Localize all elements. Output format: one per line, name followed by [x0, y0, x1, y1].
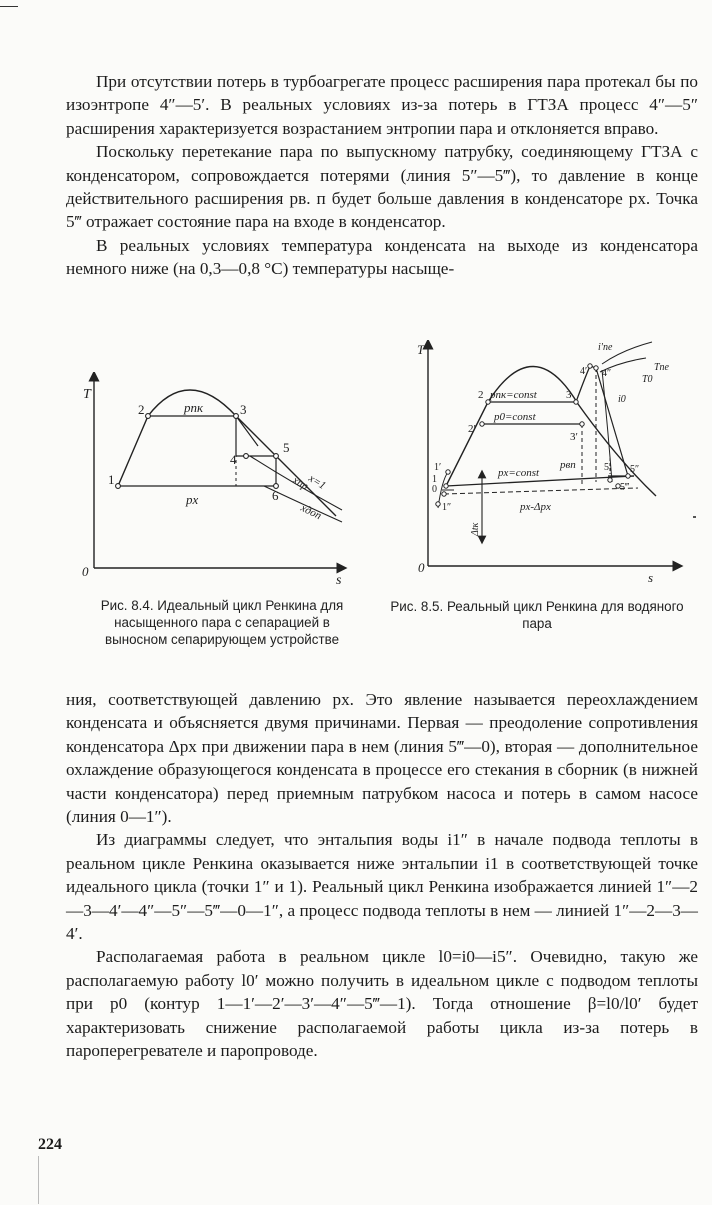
axis-label-s: s	[336, 573, 342, 588]
page-number: 224	[38, 1136, 62, 1153]
axis-label-t: T	[83, 387, 91, 402]
origin-label: 0	[418, 560, 425, 575]
paragraph: ния, соответствующей давлению px. Это явление называется переохлаждением конденсата и объясняется двумя причинами. Первая — преодоление сопротивления конденсатора Δpх при движении пара в нем (линия 5‴—0), вторая — дополнительное охлаждение образующегося конденсата в процессе его стекания в сборник (в нижней части конденсатора) перед приемным патрубком насоса и потерь в самом насосе (линия 0—1″).	[66, 690, 698, 827]
caption-fig-8-4: Рис. 8.4. Идеальный цикл Ренкина для насыщенного пара с сепарацией в выносном сепарирующем устройстве	[100, 598, 344, 647]
saturation-dome	[118, 390, 336, 516]
paragraph: При отсутствии потерь в турбоагрегате процесс расширения пара протекал бы по изоэнтропе 4″—5′. В реальных условиях из-за потерь в ГТЗА процесс 4″—5″ расширения характеризуется возрастанием энтропии пара и отклоняется вправо.	[66, 72, 698, 138]
stray-mark	[693, 516, 696, 518]
point-3: 3	[240, 402, 247, 417]
origin-label: 0	[82, 564, 89, 579]
corner-mark	[0, 6, 18, 7]
point-4pp: 4″	[602, 368, 612, 379]
label-pvn: pвп	[560, 459, 576, 471]
point-3p: 3′	[570, 431, 578, 443]
text-block-bottom	[66, 688, 698, 1063]
margin-line	[38, 1156, 39, 1204]
point-2: 2	[478, 389, 484, 401]
line-px-dpx	[444, 488, 638, 494]
label-t0: T0	[642, 374, 653, 385]
label-p0: p0=const	[494, 411, 536, 423]
point-5ppp: 5‴	[620, 482, 630, 493]
label-px: px	[186, 492, 199, 507]
label-xdop: xдоп	[298, 501, 324, 523]
label-px-dpx: px-Δpx	[520, 501, 551, 513]
figure-8-4	[80, 372, 360, 594]
ts-diagram-ideal	[80, 372, 360, 594]
label-px: px=const	[498, 467, 540, 479]
label-i0: i0	[618, 394, 626, 405]
label-pnk: pпк=const	[490, 389, 537, 401]
label-tne: Tпе	[654, 362, 669, 373]
point-5pp: 5″	[630, 464, 640, 475]
paragraph: В реальных условиях температура конденсата на выходе из конденсатора немного ниже (на 0,3—0,8 °С) температуры насыще-	[66, 235, 698, 279]
expansion-line	[596, 368, 628, 476]
paragraph: Из диаграммы следует, что энтальпия воды i1″ в начале подвода теплоты в реальном цикле Ренкина оказывается ниже энтальпии i1 в соответствующей точке идеального цикла (точки 1″ и 1). Реальный цикл Ренкина изображается линией 1″—2—3—4′—4″—5″—5‴—0—1″, а процесс подвода теплоты в нем — линией 1″—2—3—4′.	[66, 830, 698, 944]
point-0: 0	[432, 484, 437, 495]
label-dt: Δtк	[470, 522, 481, 536]
point-2: 2	[138, 402, 145, 417]
line-px	[446, 476, 634, 486]
point-1p: 1′	[434, 462, 442, 473]
point-1: 1	[432, 474, 437, 485]
figure-8-5	[408, 340, 694, 590]
point-4p: 4′	[580, 366, 588, 377]
axis-label-s: s	[648, 570, 654, 585]
caption-fig-8-5: Рис. 8.5. Реальный цикл Ренкина для водяного пара	[390, 599, 684, 631]
point-3: 3	[566, 389, 572, 401]
point-4: 4	[230, 452, 237, 467]
point-1pp: 1″	[442, 502, 452, 513]
label-pnk: pпк	[184, 400, 204, 415]
point-5p: 5′	[604, 462, 612, 473]
text-block-top	[66, 70, 698, 281]
label-xnp: xпр	[290, 474, 311, 493]
label-ine: i′пе	[598, 342, 613, 353]
paragraph: Располагаемая работа в реальном цикле l0=i0—i5″. Очевидно, такую же располагаемую работу l0′ можно получить в идеальном цикле с подводом теплоты при p0 (контур 1—1′—2′—3′—4″—5‴—1). Тогда отношение β=l0/l0′ будет характеризовать снижение располагаемой работы цикла из-за потерь в пароперегревателе и паропроводе.	[66, 947, 698, 1061]
axis-label-t: T	[417, 342, 425, 357]
paragraph: Поскольку перетекание пара по выпускному патрубку, соединяющему ГТЗА с конденсатором, сопровождается потерями (линия 5″—5‴), то давление в конце действительного расширения pв. п будет больше давления в конденсаторе pх. Точка 5‴ отражает состояние пара на входе в конденсатор.	[66, 142, 698, 232]
point-2p: 2′	[468, 423, 476, 435]
label-x1: x=1	[306, 472, 328, 492]
point-6: 6	[272, 488, 279, 503]
point-1: 1	[108, 472, 115, 487]
ts-diagram-real	[408, 340, 694, 590]
point-5: 5	[283, 440, 290, 455]
